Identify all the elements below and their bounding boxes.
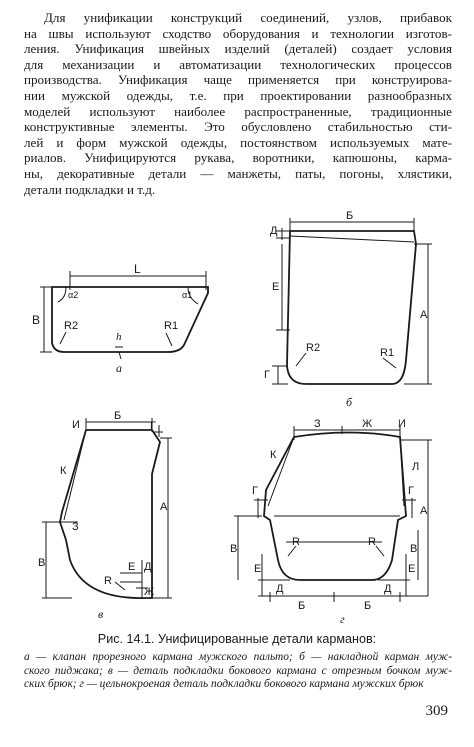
text-line: моделей используют наиболее распространенные, традиционные: [24, 103, 452, 119]
label-g-I: И: [398, 418, 406, 430]
part-v-label: в: [98, 607, 104, 621]
label-g-E-left: Е: [254, 563, 262, 575]
label-a-alpha1: α1: [182, 290, 193, 300]
figure-part-v: [42, 418, 172, 598]
figure-part-a: [40, 271, 208, 359]
figure-part-b: [272, 218, 432, 384]
text-line: Для унификации конструкций соединений, узлов, прибавок: [44, 10, 452, 25]
text-line: производства. Унификация чаще применяется при конструирова-: [24, 72, 452, 88]
label-v-D: Д: [144, 561, 152, 573]
label-g-ZH: Ж: [362, 418, 373, 430]
label-v-Z: З: [72, 521, 79, 533]
label-g-G-right: Г: [408, 485, 414, 497]
label-a-L: L: [134, 262, 141, 276]
text-line: ления. Унификация швейных изделий (деталей) создает условия: [24, 41, 452, 57]
legend-line: ских брюк; г — цельнокроеная деталь подкладки бокового кармана мужских брюк: [24, 678, 424, 691]
label-g-R-left: R: [292, 536, 300, 548]
legend-line: ского пиджака; в — деталь подкладки бокового кармана с отрезным бочком муж-: [24, 664, 452, 677]
label-b-B: Б: [346, 210, 354, 222]
text-line: на швы используют сходство оборудования и технологии изготов-: [24, 25, 452, 41]
figure-legend: [24, 651, 452, 692]
text-line: лей и форм мужской одежды, постоянством используемых мате-: [24, 134, 452, 150]
part-a-label: а: [116, 361, 122, 375]
label-b-R1: R1: [380, 347, 395, 359]
label-v-K: К: [60, 465, 67, 477]
label-g-G-left: Г: [252, 485, 258, 497]
label-a-R2: R2: [64, 320, 79, 332]
label-g-D-left: Д: [276, 583, 284, 595]
text-line: конструктивные элементы. Это обусловлено стабильностью сти-: [24, 119, 452, 135]
label-v-R: R: [104, 575, 112, 587]
label-v-ZH: Ж: [144, 586, 155, 598]
text-line: риалов. Унифицируются рукава, воротники, капюшоны, карма-: [24, 150, 452, 166]
figure-part-g: [234, 426, 432, 602]
label-v-E: Е: [128, 561, 136, 573]
label-b-A: А: [420, 309, 428, 321]
label-g-V-left: В: [230, 543, 238, 555]
part-g-label: г: [340, 612, 345, 626]
page-number: 309: [425, 703, 448, 719]
label-g-V-right: В: [410, 543, 418, 555]
text-line: детали подкладки и т.д.: [24, 181, 156, 197]
part-b-label: б: [346, 395, 353, 409]
legend-line: а — клапан прорезного кармана мужского пальто; б — накладной карман муж-: [24, 651, 452, 663]
label-a-B: B: [32, 313, 41, 327]
label-a-h: h: [116, 331, 122, 343]
label-g-Z: З: [314, 418, 321, 430]
label-g-B-right: Б: [364, 600, 372, 612]
label-b-R2: R2: [306, 342, 321, 354]
text-line: нии мужской одежды, т.е. при проектировании разнообразных: [24, 87, 452, 103]
label-b-G: Г: [264, 369, 270, 381]
label-g-R-right: R: [368, 536, 376, 548]
label-b-D: Д: [270, 225, 278, 237]
text-line: для механизации и автоматизации технологических процессов: [24, 56, 452, 72]
label-a-alpha2: α2: [68, 290, 79, 300]
label-g-L: Л: [412, 461, 420, 473]
label-a-R1: R1: [164, 320, 179, 332]
figure-caption: Рис. 14.1. Унифицированные детали карманов:: [97, 632, 377, 646]
label-g-E-right: Е: [408, 563, 416, 575]
label-v-V: В: [38, 557, 46, 569]
text-line: ны, декоративные детали — манжеты, паты, погоны, хлястики,: [24, 165, 452, 181]
label-g-B-left: Б: [298, 600, 306, 612]
label-g-D-right: Д: [384, 583, 392, 595]
label-v-G: Г: [150, 420, 156, 432]
label-g-A: А: [420, 505, 428, 517]
label-b-E: Е: [272, 281, 280, 293]
label-v-I: И: [72, 419, 80, 431]
label-g-K: К: [270, 449, 277, 461]
label-v-A: А: [160, 501, 168, 513]
label-v-B: Б: [114, 410, 122, 422]
